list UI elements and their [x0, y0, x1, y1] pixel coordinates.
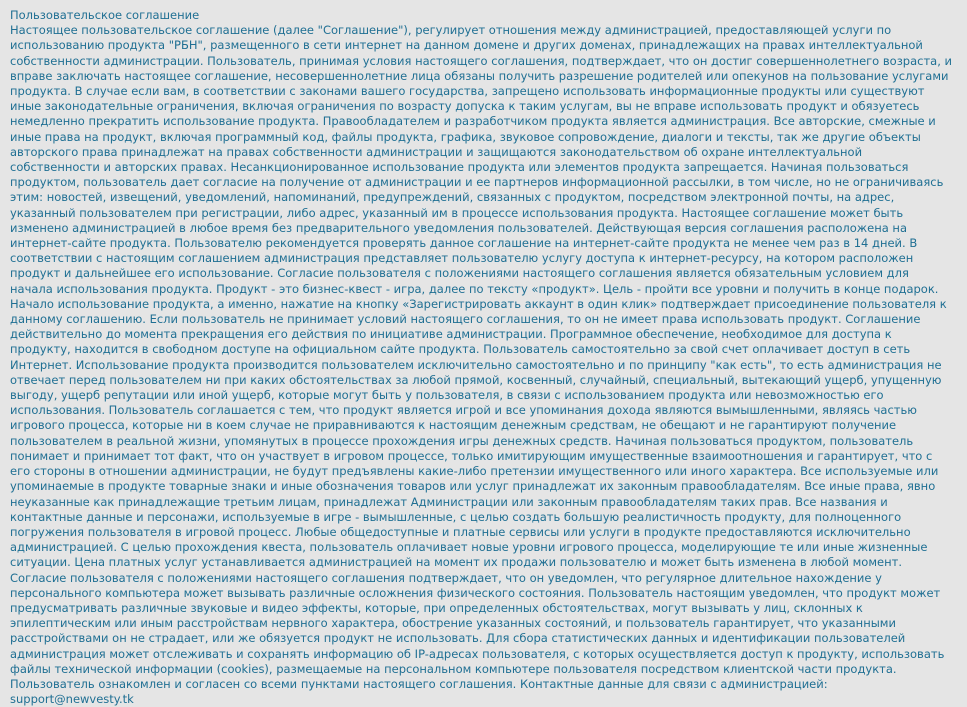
- document-body: Настоящее пользовательское соглашение (далее "Соглашение"), регулирует отношения между администрацией, предоставляющей услуги по использованию продукта "РБН", размещенного в сети интернет на данном домене и других доменах, принадлежащих на правах интеллектуальной собственности администрации. Пользователь, принимая условия настоящего соглашения, подтверждает, что он достиг совершеннолетнего возраста, и вправе заключать настоящее соглашение, несовершеннолетние лица обязаны получить разрешение родителей или опекунов на пользование услугами продукта. В случае если вам, в соответствии с законами вашего государства, запрещено использовать информационные продукты или существуют иные законодательные ограничения, включая ограничения по возрасту допуска к таким услугам, вы не вправе использовать продукт и обязуетесь немедленно прекратить использование продукта. Правообладателем и разработчиком продукта является администрация. Все авторские, смежные и иные права на продукт, включая программный код, файлы продукта, графика, звуковое сопровождение, диалоги и тексты, так же другие объекты авторского права принадлежат на правах собственности администрации и защищаются законодательством об охране интеллектуальной собственности и авторских правах. Несанкционированное использование продукта или элементов продукта запрещается. Начиная пользоваться продуктом, пользователь дает согласие на получение от администрации и ее партнеров информационной рассылки, в том числе, но не ограничиваясь этим: новостей, извещений, уведомлений, напоминаний, предупреждений, связанных с продуктом, посредством электронной почты, на адрес, указанный пользователем при регистрации, либо адрес, указанный им в процессе использования продукта. Настоящее соглашение может быть изменено администрацией в любое время без предварительного уведомления пользователей. Действующая версия соглашения расположена на интернет-сайте продукта. Пользователю рекомендуется проверять данное соглашение на интернет-сайте продукта не менее чем раз в 14 дней. В соответствии с настоящим соглашением администрация представляет пользователю услугу доступа к интернет-ресурсу, на котором расположен продукт и дальнейшее его использование. Согласие пользователя с положениями настоящего соглашения является обязательным условием для начала использования продукта. Продукт - это бизнес-квест - игра, далее по тексту «продукт». Цель - пройти все уровни и получить в конце подарок. Начало использование продукта, а именно, нажатие на кнопку «Зарегистрировать аккаунт в один клик» подтверждает присоединение пользователя к данному соглашению. Если пользователь не принимает условий настоящего соглашения, то он не имеет права использовать продукт. Соглашение действительно до момента прекращения его действия по инициативе администрации. Программное обеспечение, необходимое для доступа к продукту, находится в свободном доступе на официальном сайте продукта. Пользователь самостоятельно за свой счет оплачивает доступ в сеть Интернет. Использование продукта производится пользователем исключительно самостоятельно и по принципу "как есть", то есть администрация не отвечает перед пользователем ни при каких обстоятельствах за любой прямой, косвенный, случайный, специальный, вытекающий ущерб, упущенную выгоду, ущерб репутации или иной ущерб, которые могут быть у пользователя, в связи с использованием продукта или невозможностью его использования. Пользователь соглашается с тем, что продукт является игрой и все упоминания дохода являются вымышленными, являясь частью игрового процесса, которые ни в коем случае не приравниваются к настоящим денежным средствам, не обещают и не гарантируют получение пользователем в реальной жизни, упомянутых в процессе прохождения игры денежных средств. Начиная пользоваться продуктом, пользователь понимает и принимает тот факт, что он участвует в игровом процессе, только имитирующим имущественные взаимоотношения и гарантирует, что с его стороны в отношении администрации, не будут предъявлены какие-либо претензии имущественного или иного характера. Все используемые или упоминаемые в продукте товарные знаки и иные обозначения товаров или услуг принадлежат их законным правообладателям. Все иные права, явно неуказанные как принадлежащие третьим лицам, принадлежат Администрации или законным правообладателям таких прав. Все названия и контактные данные и персонажи, используемые в игре - вымышленные, с целью создать большую реалистичность продукту, для полноценного погружения пользователя в игровой процесс. Любые общедоступные и платные сервисы или услуги в продукте предоставляются исключительно администрацией. С целью прохождения квеста, пользователь оплачивает новые уровни игрового процесса, моделирующие те или иные жизненные ситуации. Цена платных услуг устанавливается администрацией на момент их продажи пользователю и может быть изменена в любой момент. Согласие пользователя с положениями настоящего соглашения подтверждает, что он уведомлен, что регулярное длительное нахождение у персонального компьютера может вызывать различные осложнения физического состояния. Пользователь настоящим уведомлен, что продукт может предусматривать различные звуковые и видео эффекты, которые, при определенных обстоятельствах, могут вызывать у лиц, склонных к эпилептическим или иным расстройствам нервного характера, обострение указанных состояний, и пользователь гарантирует, что указанными расстройствами он не страдает, или же обязуется продукт не использовать. Для сбора статистических данных и идентификации пользователей администрация может отслеживать и сохранять информацию об IP-адресах пользователя, с которых осуществляется доступ к продукту, использовать файлы технической информации (cookies), размещаемые на персональном компьютере пользователя посредством клиентской части продукта. Пользователь ознакомлен и согласен со всеми пунктами настоящего соглашения. Контактные данные для связи с администрацией: support@newvesty.tk: [10, 23, 953, 707]
- document-title: Пользовательское соглашение: [10, 8, 200, 22]
- user-agreement-document: [10, 8, 955, 707]
